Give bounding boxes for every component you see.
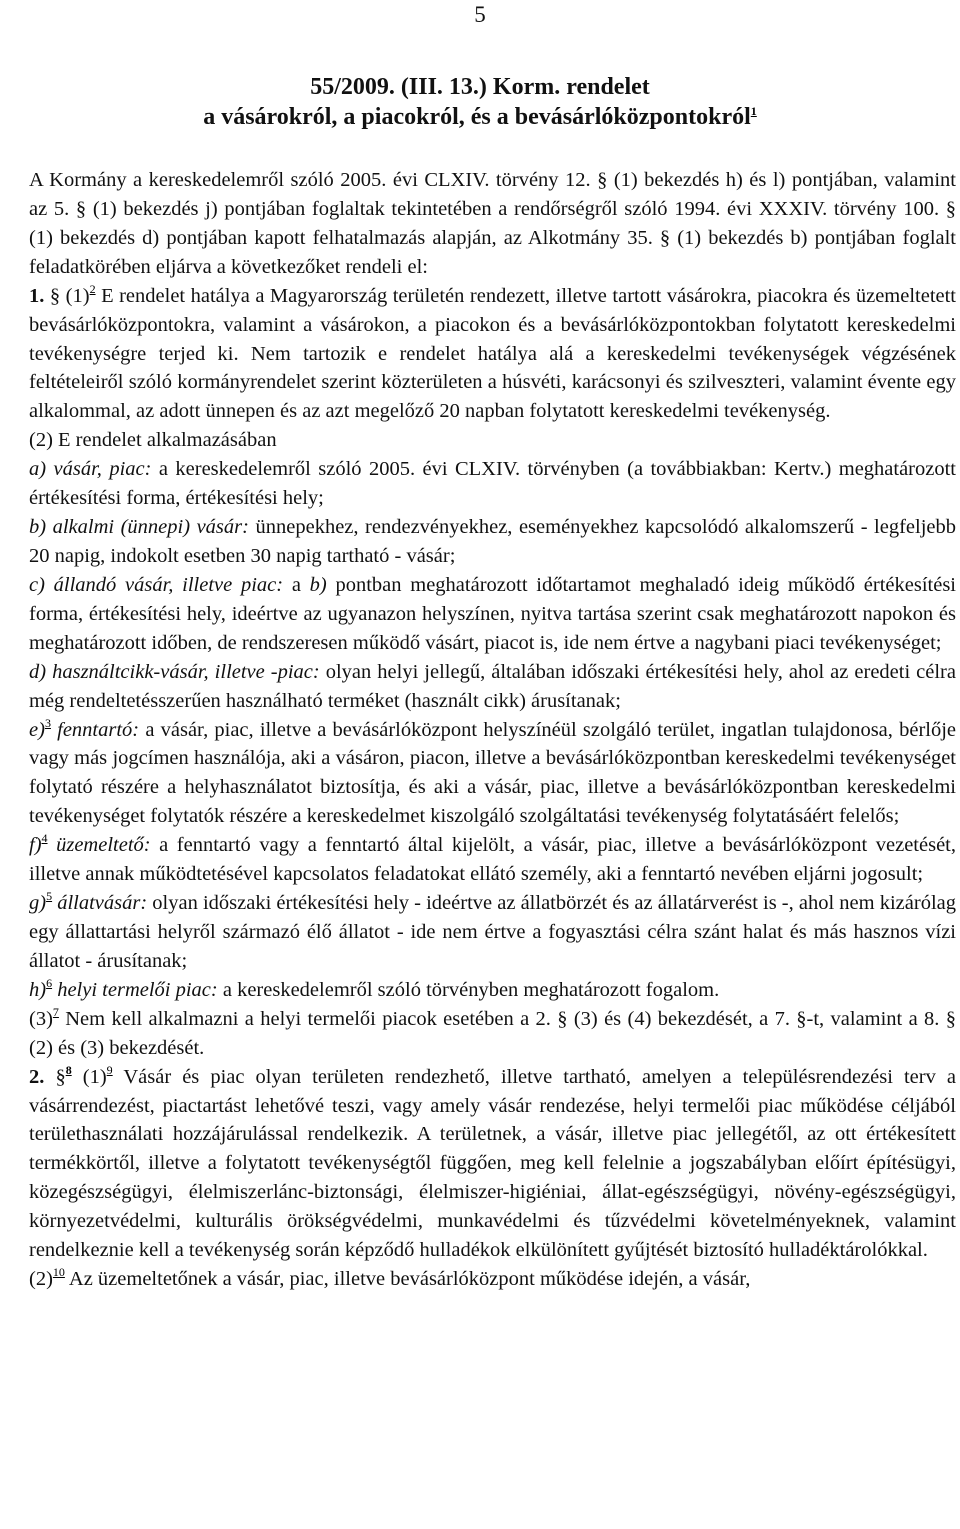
definition-f xyxy=(3,831,956,889)
definition-reference: b) xyxy=(309,573,327,596)
definition-term: d) használtcikk-vásár, illetve -piac: xyxy=(29,660,320,683)
document-body xyxy=(3,166,956,1294)
definition-letter: h) xyxy=(29,978,47,1001)
definition-term: fenntartó: xyxy=(57,718,140,741)
definition-text: a kereskedelemről szóló 2005. évi CLXIV. törvényben (a továbbiakban: Kertv.) meghatározott értékesítési forma, értékesítési hely; xyxy=(29,458,957,510)
definition-text: a kereskedelemről szóló törvényben meghatározott fogalom. xyxy=(222,978,720,1001)
page-number: 5 xyxy=(474,2,486,27)
document-title xyxy=(0,72,960,132)
paragraph-text: Vásár és piac olyan területen rendezhető, illetve tartható, amelyen a településrendezési terv a vásárrendezést, piactartást lehetővé teszi, vagy amely vásár rendezése, helyi termelői piac működése céljából területhasználati hozzájárulással rendelkezik. A területnek, a vásár, illetve piac jellegétől, az ott értékesített termékkörtől, illetve a folytatott tevékenységtől függően, meg kell felelnie a jogszabályban előírt építésügyi, közegészségügyi, élelmiszerlánc-biztonsági, élelmiszer-higiéniai, állat-egészségügyi, növény-egészségügyi, környezetvédelmi, kulturális örökségvédelmi, munkavédelmi és tűzvédelmi követelményeknek, valamint rendelkeznie kell a tevékenység során képződő hulladékok elkülönített gyűjtését biztosító hulladéktárolókkal. xyxy=(29,1065,957,1262)
definition-term: b) alkalmi (ünnepi) vásár: xyxy=(29,516,249,539)
definition-term: c) állandó vásár, illetve piac: xyxy=(29,573,284,596)
definition-term: üzemeltető: xyxy=(56,834,151,857)
section-1-paragraph-3 xyxy=(3,1005,956,1063)
definition-term: állatvásár: xyxy=(57,892,148,915)
preamble: A Kormány a kereskedelemről szóló 2005. évi CLXIV. törvény 12. § (1) bekezdés h) és l) pontjában, valamint az 5. § (1) bekezdés j) pontjában foglaltak tekintetében a rendőrségről szóló 1994. évi XXXIV. törvény 100. § (1) bekezdés d) pontjában kapott felhatalmazás alapján, az Alkotmány 35. § (1) bekezdés b) pontjában foglalt feladatkörében eljárva a következőket rendeli el: xyxy=(29,169,956,278)
footnote-link-2[interactable]: 2 xyxy=(89,281,96,296)
definition-text: olyan helyi jellegű, általában időszaki értékesítési hely, ahol az eredeti célra még rendeltetésszerűen használható terméket (használt cikk) árusítanak; xyxy=(29,660,956,712)
footnote-link-1[interactable]: 1 xyxy=(750,104,757,118)
definition-b xyxy=(3,513,956,571)
definition-text: a fenntartó vagy a fenntartó által kijelölt, a vásár, piac, illetve a bevásárlóközpont vezetését, illetve annak működtetésével kapcsolatos feladatokat ellátó személy, aki a fenntartó nevében eljárni jogosult; xyxy=(29,834,956,886)
definition-connector: a xyxy=(291,573,301,596)
definition-d xyxy=(3,658,956,716)
definition-c xyxy=(3,571,956,658)
section-1-paragraph-1 xyxy=(3,282,956,427)
paragraph-text: Nem kell alkalmazni a helyi termelői piacok esetében a 2. § (3) és (4) bekezdését, a 7. §-t, valamint a 8. § (2) és (3) bekezdését. xyxy=(29,1007,956,1059)
section-1-paragraph-2: (2) E rendelet alkalmazásában xyxy=(29,429,277,452)
footnote-link-4[interactable]: 4 xyxy=(41,831,48,846)
paragraph-label: (2) xyxy=(29,1268,53,1291)
definition-letter: g) xyxy=(29,892,47,915)
section-1-number: 1. xyxy=(29,284,45,307)
definition-text: ünnepekhez, rendezvényekhez, eseményekhez kapcsolódó alkalomszerű - legfeljebb 20 napig, indokolt esetben 30 napig tartható - vásár; xyxy=(29,516,956,567)
title-line-2-text: a vásárokról, a piacokról, és a bevásárlóközpontokról xyxy=(203,104,751,130)
definition-text: olyan időszaki értékesítési hely - ideértve az állatbörzét és az állatárverést is -, ahol nem kizárólag egy állattartási helyről származó élő állatot - ide nem értve a fogyasztási célra szánt halat és más hasznos vízi állatot - árusítanak; xyxy=(29,892,956,972)
footnote-link-9[interactable]: 9 xyxy=(106,1062,113,1077)
paragraph-label: (3) xyxy=(29,1007,53,1030)
section-2-paragraph-2 xyxy=(3,1265,956,1294)
footnote-link-3[interactable]: 3 xyxy=(44,715,51,730)
footnote-link-8[interactable]: 8 xyxy=(65,1062,72,1077)
definition-a xyxy=(3,455,956,513)
paragraph-text: E rendelet hatálya a Magyarország területén rendezett, illetve tartott vásárokra, piacokra és üzemeltetett bevásárlóközpontokra, valamint a vásárokon, a piacokon és a bevásárlóközpontokban folytatott kereskedelmi tevékenységre terjed ki. Nem tartozik e rendelet hatálya alá a kereskedelmi tevékenységek végzésének feltételeiről szóló kormányrendelet szerint közterületen a húsvéti, karácsonyi és szilveszteri, valamint évente egy alkalommal, az adott ünnepen és az azt megelőző 20 napban folytatott kereskedelmi tevékenység. xyxy=(29,284,957,423)
definition-e xyxy=(3,716,956,832)
definition-term: helyi termelői piac: xyxy=(57,978,218,1001)
section-2-paragraph-1 xyxy=(3,1063,956,1265)
definition-letter: e) xyxy=(29,718,45,741)
definition-term: a) vásár, piac: xyxy=(29,458,152,481)
footnote-link-10[interactable]: 10 xyxy=(52,1265,65,1280)
definition-g xyxy=(3,889,956,976)
section-sign: § xyxy=(49,284,61,307)
definition-letter: f) xyxy=(29,834,42,857)
section-2-number: 2. xyxy=(29,1065,45,1088)
footnote-link-7[interactable]: 7 xyxy=(52,1004,59,1019)
title-line-1: 55/2009. (III. 13.) Korm. rendelet xyxy=(310,74,650,100)
section-sign: § xyxy=(55,1065,66,1088)
paragraph-label: (1) xyxy=(65,284,90,307)
title-line-2 xyxy=(0,102,960,132)
footnote-link-5[interactable]: 5 xyxy=(46,889,53,904)
definition-h xyxy=(3,976,956,1005)
paragraph-text: Az üzemeltetőnek a vásár, piac, illetve bevásárlóközpont működése idején, a vásár, xyxy=(68,1268,751,1291)
definition-text: pontban meghatározott időtartamot meghaladó ideig működő értékesítési forma, értékesítési hely, ideértve az ugyanazon helyszínen, nyitva tartása szerint csak meghatározott napokon és meghatározott időben, de rendszeresen működő vásárt, piacot is, ide nem értve a nagybani piaci tevékenységet; xyxy=(29,573,956,654)
definition-text: a vásár, piac, illetve a bevásárlóközpont helyszínéül szolgáló terület, ingatlan tulajdonosa, bérlője vagy más jogcímen használója, aki a vásáron, piacon, illetve a bevásárlóközpontban kereskedelmi tevékenységet folytató részére a helyhasználatot biztosítja, és aki a vásár, piac, illetve a bevásárlóközpontban kereskedelmi tevékenységet folytatók részére a kereskedelmet kiszolgáló szolgáltatási tevékenység folytatásáért felelős; xyxy=(29,718,957,828)
paragraph-label: (1) xyxy=(82,1065,107,1088)
footnote-link-6[interactable]: 6 xyxy=(46,975,53,990)
